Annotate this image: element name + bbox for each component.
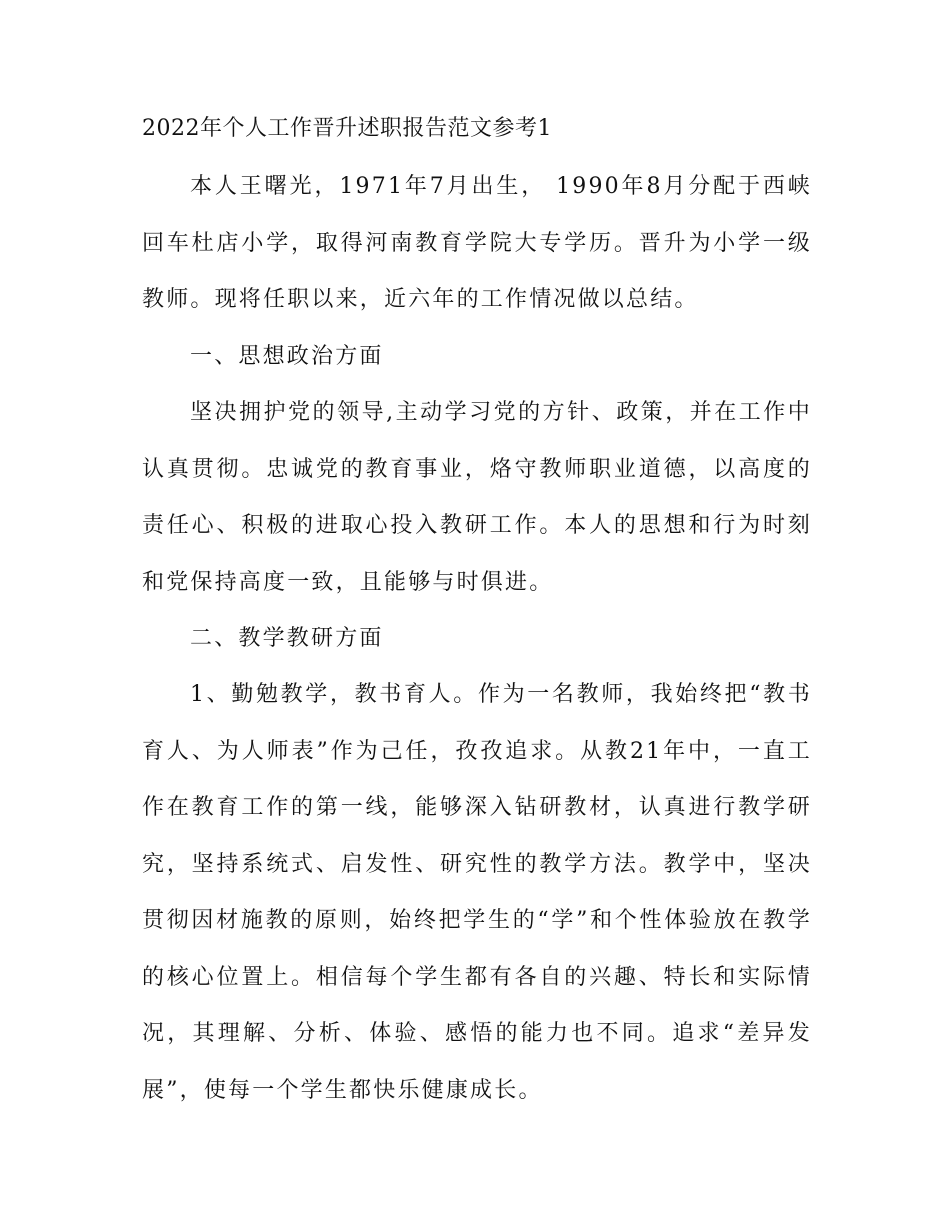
teaching-paragraph: 1、勤勉教学，教书育人。作为一名教师，我始终把“教书育人、为人师表”作为己任，孜孜追求。从教21年中，一直工作在教育工作的第一线，能够深入钻研教材，认真进行教学研究，坚持系统式、启发性、研究性的教学方法。教学中，坚决贯彻因材施教的原则，始终把学生的“学”和个性体验放在教学的核心位置上。相信每个学生都有各自的兴趣、特长和实际情况，其理解、分析、体验、感悟的能力也不同。追求“差异发展”，使每一个学生都快乐健康成长。 [142, 682, 812, 1103]
section-heading-political: 一、思想政治方面 [190, 344, 384, 369]
political-paragraph: 坚决拥护党的领导,主动学习党的方针、政策，并在工作中认真贯彻。忠诚党的教育事业，烙守教师职业道德，以高度的责任心、积极的进取心投入教研工作。本人的思想和行为时刻和党保持高度一致，且能够与时俱进。 [142, 400, 812, 595]
document-title: 2022年个人工作晋升述职报告范文参考1 [142, 116, 552, 141]
section-heading-teaching: 二、教学教研方面 [190, 626, 384, 651]
intro-paragraph: 本人王曙光，1971年7月出生， 1990年8月分配于西峡回车杜店小学，取得河南教育学院大专学历。晋升为小学一级教师。现将任职以来，近六年的工作情况做以总结。 [142, 174, 812, 312]
